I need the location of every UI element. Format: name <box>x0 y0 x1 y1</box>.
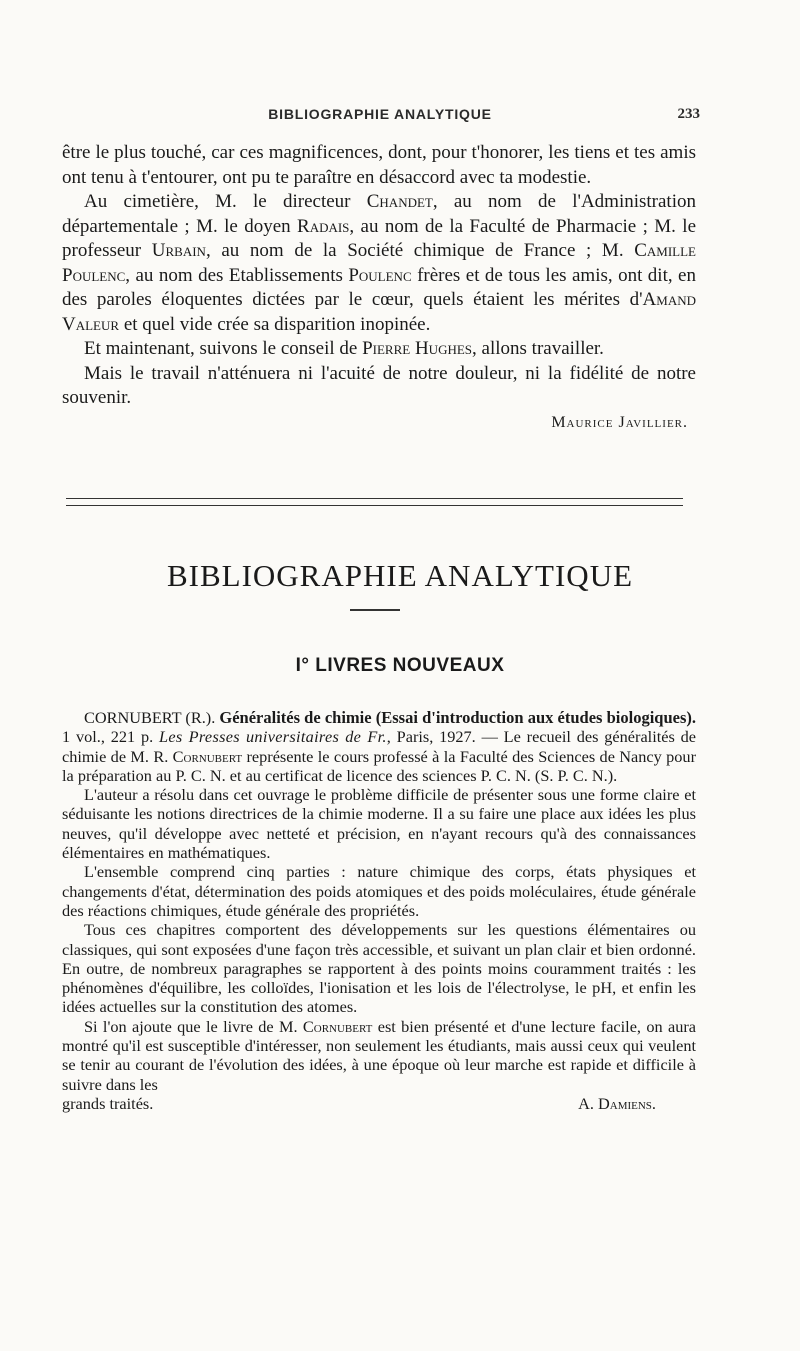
signature: Maurice Javillier. <box>551 413 688 431</box>
publisher: Les Presses universitaires de Fr. <box>159 727 387 747</box>
text-run: Au cimetière, M. le directeur <box>84 191 367 212</box>
person-name: Cornubert <box>302 1016 373 1036</box>
obituary-paragraph: Mais le travail n'atténuera ni l'acuité de notre douleur, ni la fidélité de notre souvenir. <box>62 362 696 408</box>
person-name: Cornubert <box>172 746 243 766</box>
person-name: Amand Valeur <box>62 289 696 335</box>
running-head <box>60 106 700 132</box>
text-run: et quel vide crée sa disparition inopinée. <box>119 313 431 335</box>
review-paragraph: L'auteur a résolu dans cet ouvrage le problème difficile de présenter sous une forme claire et séduisante les notions directrices de la chimie moderne. Il a su faire une place aux idées les plus neuves, qu'il développe avec netteté et précision, en n'ayant recours qu'à des connaissances élémentaires en mathématiques. <box>62 785 696 863</box>
book-title: Généralités de chimie (Essai d'introduction aux études biologiques). <box>219 708 696 727</box>
section-divider <box>66 498 683 499</box>
review-closing-line <box>62 1094 696 1113</box>
obituary-paragraph <box>62 337 696 362</box>
text-run: , Paris, 1927. — Le recueil des généralités de chimie de M. R. <box>62 727 696 766</box>
title-rule <box>350 609 400 611</box>
review-paragraph <box>62 1017 696 1094</box>
page-number: 233 <box>677 106 700 122</box>
text-run: , allons travailler. <box>472 338 604 359</box>
review-paragraph: L'ensemble comprend cinq parties : nature chimique des corps, états physiques et changements d'état, détermination des poids atomiques et des poids moléculaires, étude générale des réactions chimiques, étude générale des propriétés. <box>62 862 696 920</box>
text-run: est bien présenté et d'une lecture facile, on aura montré qu'il est susceptible d'intéresser, non seulement les étudiants, mais aussi ceux qui veulent se tenir au courant de l'évolution des idées, à une époque où leur marche est rapide et difficile à suivre dans les <box>62 1016 696 1094</box>
text-run: grands traités. <box>62 1093 154 1113</box>
obituary-conclusion <box>62 141 696 435</box>
publication-details: 1 vol., 221 p. <box>62 727 159 747</box>
subsection-title: I° LIVRES NOUVEAUX <box>295 655 505 676</box>
obituary-paragraph: être le plus touché, car ces magnificences, dont, pour t'honorer, les tiens et tes amis ont tenu à t'entourer, ont pu te paraître en désaccord avec ta modestie. <box>62 142 696 188</box>
book-review <box>62 708 696 1113</box>
person-name: Pierre Hughes <box>362 338 473 359</box>
text-run: , au nom de la Société chimique de France ; M. <box>205 240 635 261</box>
review-paragraph: Tous ces chapitres comportent des développements sur les questions élémentaires ou classiques, qui sont exposées d'une façon très accessible, et suivant un plan clair et bien ordonné. En outre, de nombreux paragraphes se rapportent à des points moins couramment traités : les phénomènes d'équilibre, les colloïdes, l'ionisation et les lois de l'électrolyse, le pH, et enfin les idées actuelles sur la constitution des atomes. <box>62 920 696 1017</box>
text-run: , au nom de la Faculté de Pharmacie ; M. le professeur <box>62 215 696 261</box>
person-name: Radais <box>297 215 350 237</box>
section-divider <box>66 505 683 506</box>
person-name: Poulenc <box>348 264 412 286</box>
running-head-title: BIBLIOGRAPHIE ANALYTIQUE <box>268 106 492 122</box>
reviewer-signature: A. Damiens. <box>578 1093 656 1113</box>
review-author: CORNUBERT (R.). <box>84 708 216 727</box>
text-run: , au nom des Etablissements <box>125 264 349 286</box>
person-name: Chandet <box>366 191 433 212</box>
text-run: frères et de tous les amis, ont dit, en des paroles éloquentes dictées par le cœur, quels étaient les mérites d' <box>62 264 696 310</box>
person-name: Camille Poulenc <box>62 240 696 286</box>
text-run: Et maintenant, suivons le conseil de <box>84 338 363 359</box>
obituary-paragraph <box>62 190 696 337</box>
text-run: représente le cours professé à la Faculté des Sciences de Nancy pour la préparation au P. C. N. et au certificat de licence des sciences P. C. N. (S. P. C. N.). <box>62 746 696 785</box>
text-run: Si l'on ajoute que le livre de M. <box>84 1016 303 1036</box>
text-run: , au nom de l'Administration départementale ; M. le doyen <box>62 191 696 237</box>
person-name: Urbain <box>151 240 206 261</box>
section-title: BIBLIOGRAPHIE ANALYTIQUE <box>166 558 634 593</box>
review-paragraph <box>62 708 696 785</box>
